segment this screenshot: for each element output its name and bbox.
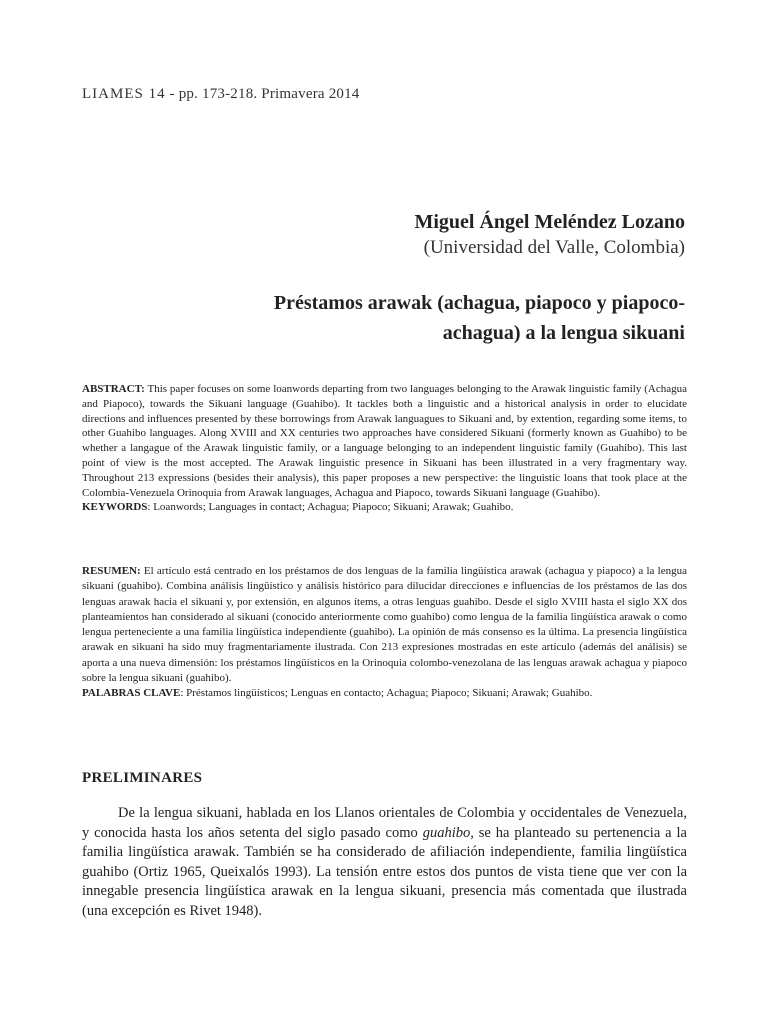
palabras-clave-label: PALABRAS CLAVE [82, 687, 181, 700]
abstract-section [82, 382, 687, 515]
resumen-label: RESUMEN: [82, 565, 141, 577]
body-text-part-1: De la lengua sikuani, hablada en los Llanos orientales de Colombia y occidentales de Venezuela, y conocida hasta los años setenta del siglo pasado como [82, 805, 687, 841]
abstract-text: This paper focuses on some loanwords departing from two languages belonging to the Arawak linguistic family (Achagua and Piapoco), towards the Sikuani language (Guahibo). It tackles both a linguistic and a historical analysis in order to elucidate directions and influences presented by these borrowings from Arawak languagues to Sikuani and, by extention, regarding some items, to other Guahibo languages. Along XVIII and XX centuries two approaches have considered Sikuani (formerly known as Guahibo) to be whether a langague of the Arawak linguistic family, or a language belonging to an independent linguistic family (Guahibo). This last point of view is the most accepted. The Arawak linguistic presence in Sikuani has been illustrated in a very fragmentary way. Throughout 213 expressions (besides their analysis), this paper proposes a new perspective: the linguistic loans that took place at the Colombia-Venezuela Orinoquia from Arawak languages, Achagua and Piapoco, towards Sikuani language (Guahibo). [82, 383, 687, 499]
keywords-label: KEYWORDS [82, 501, 148, 514]
keywords-paragraph [82, 500, 687, 515]
header-separator: - [165, 86, 179, 102]
body-text-part-2: , se ha planteado su pertenencia a la familia lingüística arawak. También se ha considerado de afiliación independiente, familia lingüística guahibo (Ortiz 1965, Queixalós 1993). La tensión entre estos dos puntos de vista tiene que ver con la innegable presencia lingüística arawak en la lengua sikuani, presencia más comentada que ilustrada (una excepción es Rivet 1948). [82, 824, 687, 919]
keywords-text: : Loanwords; Languages in contact; Achagua; Piapoco; Sikuani; Arawak; Guahibo. [147, 501, 514, 514]
running-header [82, 86, 360, 103]
abstract-paragraph [82, 382, 687, 500]
article-title [165, 288, 685, 348]
resumen-paragraph [82, 564, 687, 686]
section-heading: PRELIMINARES [82, 770, 203, 786]
author-block [414, 209, 685, 261]
resumen-text: El artículo está centrado en los préstamos de dos lenguas de la familia lingüística arawak (achagua y piapoco) a la lengua sikuani (guahibo). Combina análisis lingüístico y análisis histórico para dilucidar direcciones e influencias de los préstamos de las dos lenguas arawak hacia el sikuani y, por extensión, en algunos ítems, a otras lenguas guahibo. Desde el siglo XVIII hasta el siglo XX dos planteamientos han considerado al sikuani (conocido anteriormente como guahibo) como lengua de la familia lingüística arawak o como lengua perteneciente a una familia lingüística independiente (guahibo). La opinión de más consenso es la última. La presencia lingüística arawak en sikuani ha sido muy fragmentariamente ilustrada. Con 213 expresiones mostradas en este artículo (además del análisis) se aporta a una nueva dimensión: los préstamos lingüísticos en la Orinoquia colombo-venezolana de las lenguas arawak achagua y piapoco sobre la lengua sikuani (guahibo). [82, 565, 687, 685]
title-line-1: Préstamos arawak (achagua, piapoco y piapoco- [273, 292, 685, 314]
page-range: pp. 173-218. [178, 86, 258, 102]
palabras-clave-paragraph [82, 686, 687, 701]
palabras-clave-text: : Préstamos lingüísticos; Lenguas en contacto; Achagua; Piapoco; Sikuani; Arawak; Guahibo. [180, 687, 593, 700]
body-italic-term: guahibo [422, 824, 471, 841]
author-affiliation: (Universidad del Valle, Colombia) [423, 237, 685, 258]
journal-name: LIAMES 14 [82, 86, 166, 102]
title-line-2: achagua) a la lengua sikuani [442, 322, 685, 344]
body-text [82, 804, 687, 922]
issue-season: Primavera 2014 [257, 86, 360, 102]
body-paragraph [82, 804, 687, 922]
resumen-section [82, 564, 687, 702]
author-name: Miguel Ángel Meléndez Lozano [414, 211, 685, 233]
abstract-label: ABSTRACT: [82, 383, 145, 395]
